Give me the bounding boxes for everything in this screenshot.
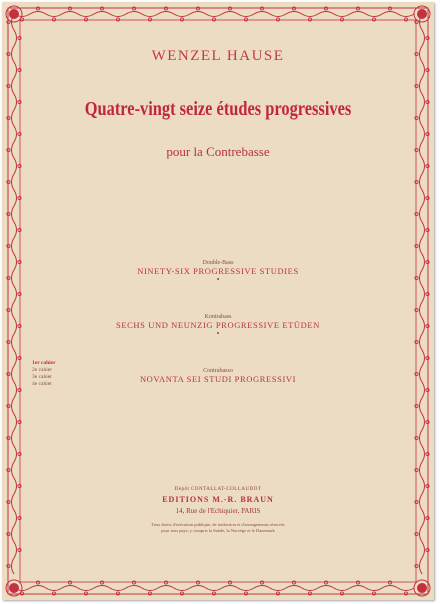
vine-curl [18,132,21,135]
work-title: Quatre-vingt seize études progressives [84,98,352,120]
vine-curl [372,18,375,21]
publisher-address: 14, Rue de l'Echiquier, PARIS [175,507,261,515]
vine-curl [415,116,418,119]
vine-curl [18,100,21,103]
vine-curl [415,244,418,247]
vine-curl [18,420,21,423]
corner-rosette [9,583,19,593]
vine-curl [18,68,21,71]
corner-rosette [9,9,19,19]
publisher-name: EDITIONS M.-R. BRAUN [162,495,274,504]
vine-curl [415,564,418,567]
edition-english [2,260,434,284]
edition-language: Double-Bass [202,260,234,266]
edition-italian [2,368,434,384]
corner-rosette [417,9,427,19]
vine-curl [18,36,21,39]
vine-curl [260,581,263,584]
corner-rosette [417,583,427,593]
vine-curl [18,196,21,199]
vine-curl [100,581,103,584]
vine-curl [148,18,151,21]
vine-curl [415,212,418,215]
volume-item: 2e cahier [32,367,52,373]
vine-curl [415,340,418,343]
edition-language: Contrabasso [203,368,233,374]
composer-name: WENZEL HAUSE [151,48,285,64]
rights-line: pour tous pays, y compris la Suède, la Norvège et le Danemark [161,528,275,533]
vine-curl [292,581,295,584]
volume-item: 1er cahier [32,360,56,366]
vine-curl [415,308,418,311]
vine-ornament [14,12,414,17]
vine-curl [415,84,418,87]
vine-curl [415,468,418,471]
vine-curl [340,18,343,21]
vine-curl [116,18,119,21]
vine-curl [228,581,231,584]
vine-curl [84,18,87,21]
vine-curl [388,581,391,584]
vine-curl [356,581,359,584]
vine-curl [308,18,311,21]
cover-page [2,2,434,600]
edition-language: Kontrabass [204,314,232,320]
vine-curl [132,581,135,584]
vine-curl [324,581,327,584]
vine-curl [415,436,418,439]
vine-curl [212,18,215,21]
vine-curl [164,581,167,584]
edition-title: NOVANTA SEI STUDI PROGRESSIVI [139,374,297,384]
vine-curl [276,18,279,21]
work-subtitle: pour la Contrebasse [166,144,270,159]
edition-title: NINETY-SIX PROGRESSIVE STUDIES [137,266,299,276]
vine-curl [415,404,418,407]
vine-curl [52,18,55,21]
vine-curl [18,452,21,455]
vine-curl [18,388,21,391]
volume-item: 4e cahier [32,381,52,387]
vine-curl [36,581,39,584]
vine-ornament [14,586,414,591]
vine-curl [18,164,21,167]
edition-title: SECHS UND NEUNZIG PROGRESSIVE ETÜDEN [116,320,320,330]
volume-item: 3e cahier [32,374,52,380]
vine-curl [415,180,418,183]
edition-german [2,314,434,338]
vine-curl [404,18,407,21]
rights-notice [2,522,434,534]
volume-list [32,360,56,388]
vine-curl [196,581,199,584]
vine-curl [18,516,21,519]
vine-curl [18,356,21,359]
vine-curl [18,548,21,551]
rights-line: Tous droits d'exécution publique, de traduction et d'arrangements réservés [151,522,285,527]
vine-curl [18,228,21,231]
vine-curl [244,18,247,21]
vine-curl [68,581,71,584]
vine-curl [18,292,21,295]
deposit-line: Dépôt CONTALLAT-COLLAUDOT [174,487,262,492]
bullet-dot: • [216,275,220,284]
vine-curl [180,18,183,21]
bullet-dot: • [216,329,220,338]
